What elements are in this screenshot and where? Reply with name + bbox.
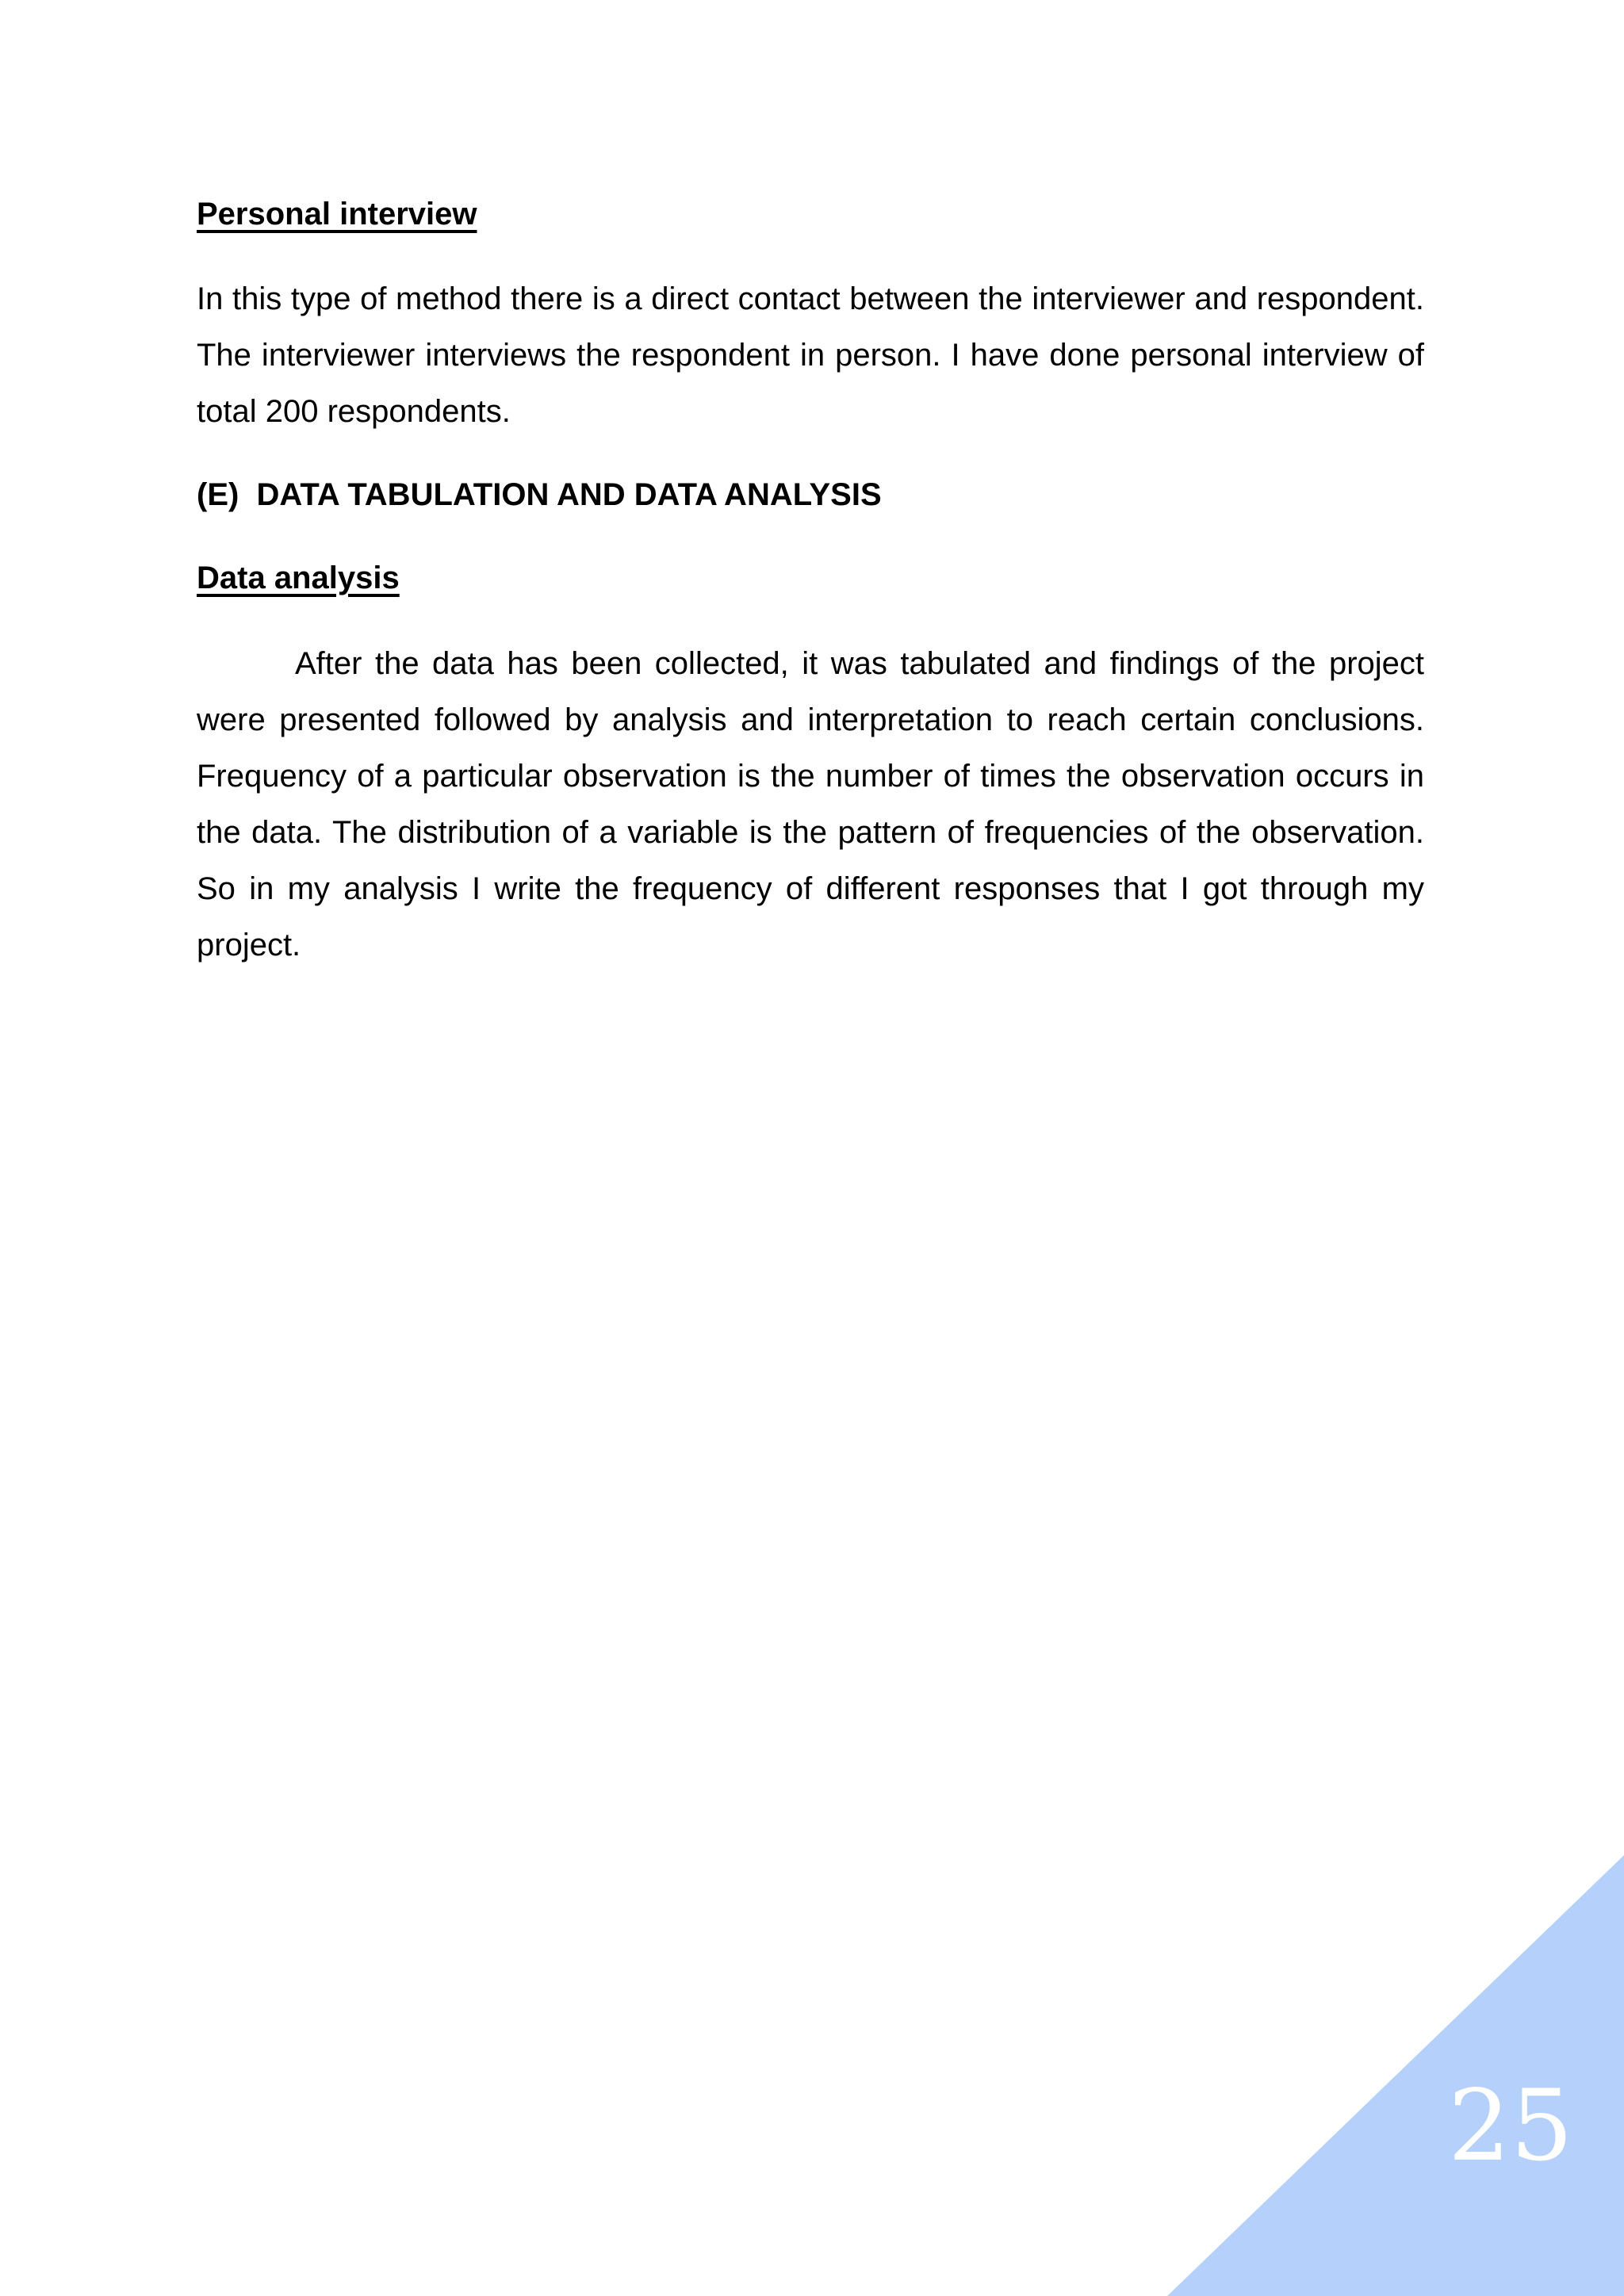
data-analysis-paragraph: After the data has been collected, it was tabulated and findings of the project were presented followed by analysis and interpretation to reach certain conclusions. Frequency of a particular observation is the number of times the observation occurs in the data. The distribution of a variable is the pattern of frequencies of the observation. So in my analysis I write the frequency of different responses that I got through my project. xyxy=(197,646,1424,962)
data-analysis-heading: Data analysis xyxy=(197,561,400,595)
page-number: 25 xyxy=(1448,2069,1573,2183)
personal-interview-heading: Personal interview xyxy=(197,197,477,232)
section-e-heading: (E) DATA TABULATION AND DATA ANALYSIS xyxy=(197,477,882,512)
personal-interview-paragraph: In this type of method there is a direct contact between the interviewer and respondent. The interviewer interviews the respondent in person. I have done personal interview of total 200 respondents. xyxy=(197,281,1424,429)
